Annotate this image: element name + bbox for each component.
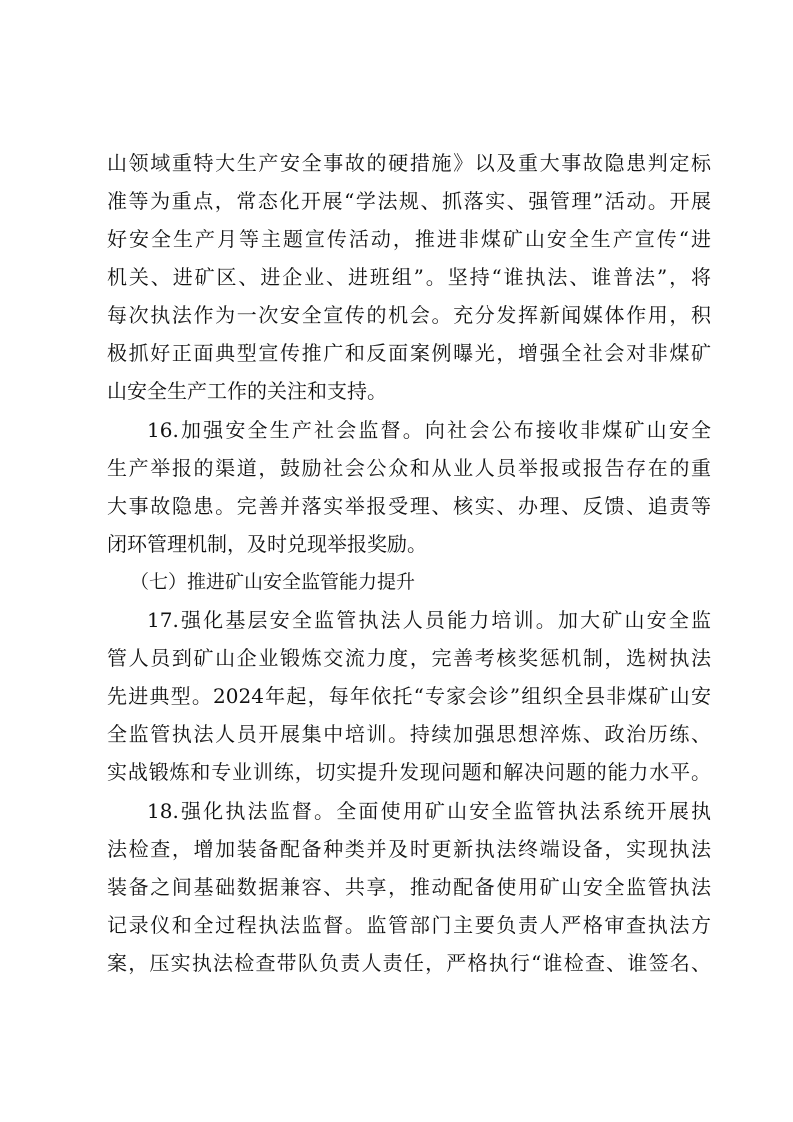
body-text-line: 17.强化基层安全监管执法人员能力培训。加大矿山安全监 xyxy=(147,608,711,632)
body-text-line: 记录仪和全过程执法监督。监管部门主要负责人严格审查执法方 xyxy=(107,913,711,937)
section-heading: （七）推进矿山安全监管能力提升 xyxy=(130,571,416,593)
body-text-line: 案，压实执法检查带队负责人责任，严格执行“谁检查、谁签名、 xyxy=(107,951,711,975)
body-text-line: 大事故隐患。完善并落实举报受理、核实、办理、反馈、追责等 xyxy=(107,494,711,518)
body-text-line: 生产举报的渠道，鼓励社会公众和从业人员举报或报告存在的重 xyxy=(107,456,711,480)
body-text-line: 准等为重点，常态化开展“学法规、抓落实、强管理”活动。开展 xyxy=(107,189,711,213)
body-text-line: 每次执法作为一次安全宣传的机会。充分发挥新闻媒体作用，积 xyxy=(107,303,711,327)
body-text-line: 管人员到矿山企业锻炼交流力度，完善考核奖惩机制，选树执法 xyxy=(107,646,711,670)
body-text-line: 16.加强安全生产社会监督。向社会公布接收非煤矿山安全 xyxy=(147,418,711,442)
body-text-line: 机关、进矿区、进企业、进班组”。坚持“谁执法、谁普法”，将 xyxy=(107,265,711,289)
body-text-line: 先进典型。2024年起，每年依托“专家会诊”组织全县非煤矿山安 xyxy=(107,684,711,708)
body-text-line: 法检查，增加装备配备种类并及时更新执法终端设备，实现执法 xyxy=(107,837,711,861)
body-text-line: 实战锻炼和专业训练，切实提升发现问题和解决问题的能力水平。 xyxy=(107,760,711,784)
body-text-line: 极抓好正面典型宣传推广和反面案例曝光，增强全社会对非煤矿 xyxy=(107,341,711,365)
body-text-line: 好安全生产月等主题宣传活动，推进非煤矿山安全生产宣传“进 xyxy=(107,227,711,251)
body-text-line: 装备之间基础数据兼容、共享，推动配备使用矿山安全监管执法 xyxy=(107,875,711,899)
body-text-line: 全监管执法人员开展集中培训。持续加强思想淬炼、政治历练、 xyxy=(107,722,711,746)
body-text-line: 山安全生产工作的关注和支持。 xyxy=(107,379,387,403)
body-text-line: 闭环管理机制，及时兑现举报奖励。 xyxy=(107,532,427,556)
body-text-line: 山领域重特大生产安全事故的硬措施》以及重大事故隐患判定标 xyxy=(107,151,711,175)
body-text-line: 18.强化执法监督。全面使用矿山安全监管执法系统开展执 xyxy=(147,799,711,823)
